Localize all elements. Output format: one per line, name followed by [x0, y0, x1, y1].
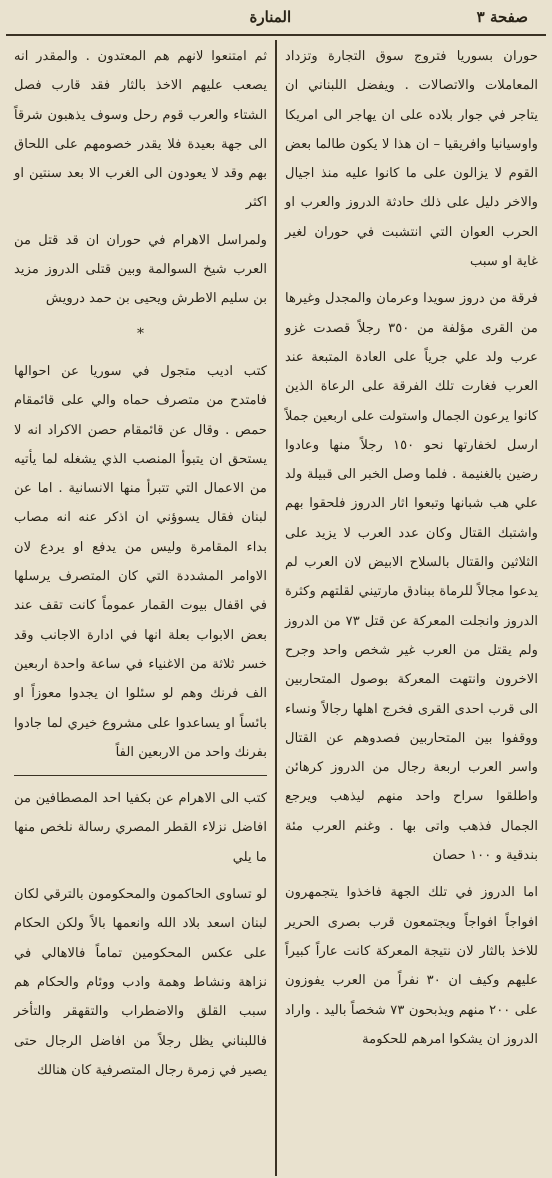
- column-rule: [275, 40, 277, 1176]
- section-divider: [14, 775, 267, 776]
- article-paragraph: ثم امتنعوا لانهم هم المعتدون . والمقدر انه يصعب عليهم الاخذ بالثار فقد قارب فصل الشتاء والعرب قوم رحل وسوف يذهبون شرقاً الى جهة بعيدة فلا يقدر خصومهم على اللحاق بهم وقد لا يعودون الى الغرب الا بعد سنتين او اكثر: [14, 49, 267, 211]
- article-paragraph: كتب الى الاهرام عن بكفيا احد المصطافين من افاضل نزلاء القطر المصري رسالة نلخص منها ما يلي: [14, 791, 267, 865]
- article-paragraph: لو تساوى الحاكمون والمحكومون بالترقي لكان لبنان اسعد بلاد الله وانعمها بالاً ولكن الحكام على عكس المحكومين تماماً فالاهالي في نزاهة ونشاط وهمة وادب ووئام والحكام هم سبب القلق والاضطراب والتقهقر والتأخر فاللبناني يظل رجلاً من افاضل الرجال حتى يصير في زمرة رجال المتصرفية كان هنالك: [14, 887, 267, 1078]
- page-header: [6, 0, 546, 36]
- article-paragraph: حوران بسوريا فتروج سوق التجارة وتزداد المعاملات والاتصالات . ويفضل اللبناني ان يتاجر في جوار بلاده على ان يهاجر الى امريكا واوسيانيا وافريقيا – ان هذا لا يكون طالما بعض القوم لا يزالون على ما كانوا عليه منذ اجيال والاخر دليل على ذلك حادثة الدروز والعرب او الحرب العوان التي انتشبت في حوران لغير غاية او سبب: [285, 49, 538, 270]
- left-column: [6, 40, 275, 1176]
- article-columns: [6, 40, 546, 1176]
- section-separator: *: [137, 325, 144, 342]
- right-column: [277, 40, 546, 1176]
- article-paragraph: ولمراسل الاهرام في حوران ان قد قتل من العرب شيخ السوالمة وبين قتلى الدروز مزيد بن سليم الاطرش ويحيى بن حمد درويش: [14, 232, 267, 307]
- newspaper-title: المنارة: [249, 8, 292, 26]
- article-paragraph: اما الدروز في تلك الجهة فاخذوا يتجمهرون افواجاً افواجاً ويجتمعون قرب بصرى الحرير للاخذ بالثار لان نتيجة المعركة كانت عاراً كبيراً عليهم وكيف ان ٣٠ نفراً من العرب يفوزون على ٢٠٠ منهم ويذبحون ٧٣ شخصاً باليد . واراد الدروز ان يشكوا امرهم للحكومة: [285, 885, 538, 1047]
- article-paragraph: فرقة من دروز سويدا وعرمان والمجدل وغيرها من القرى مؤلفة من ٣٥٠ رجلاً قصدت غزو عرب ولد علي جرياً على العادة المتبعة عند العرب فغارت تلك الفرقة على الرعاة الذين كانوا يرعون الجمال واستولت على اربعين جملاً ارسل لخفارتها نحو ١٥٠ رجلاً منها وعادوا رضين بالغنيمة . فلما وصل الخبر الى قبيلة ولد علي هب شبانها وتبعوا اثار الدروز فلحقوا بهم واشتبك القتال وكان عدد العرب لا يزيد على الثلاثين والقتال بالسلاح الابيض لان العرب لم يدعوا مجالاً للرماة ببنادق مارتيني لقلتهم وكثرة الدروز وانجلت المعركة عن قتل ٧٣ من الدروز ولم يقتل من العرب غير شخص واحد وجرح الاخرون وانتهت المعركة بوصول المتحاربين الى قرب احدى القرى فخرج اهلها رجالاً ونساء ووقفوا بين المتحاربين فصدوهم عن القتال واسر العرب اربعة رجال من الدروز كرهائن واطلقوا سراح واحد منهم ليذهب ويرجع الجمال فذهب واتى بها . وغنم العرب مئة بندقية و ١٠٠ حصان: [285, 291, 539, 864]
- page-number: صفحة ٣: [476, 8, 528, 26]
- article-paragraph: كتب اديب متجول في سوريا عن احوالها فامتدح من متصرف حماه والي على قائمقام حمص . وقال عن قائمقام حصن الاكراد انه لا يستحق ان يتبوأ المنصب الذي يشغله لما يأتيه من الاعمال التي تتبرأ منها الانسانية . اما عن لبنان فقال يسوؤني ان اذكر عنه انه مصاب بداء المقامرة وليس من يدفع او يردع لان الاوامر المشددة التي كان المتصرف يرسلها في اقفال بيوت القمار عموماً كانت تقف عند بعض الابواب بعلة انها في ادارة الاجانب وقد خسر ثلاثة من الاغنياء في ساعة واحدة اربعين الف فرنك وهم لو سئلوا ان يجدوا معوزاً او بائساً او يساعدوا على مشروع خيري لما جادوا بفرنك واحد من الاربعين الفاً: [14, 363, 267, 760]
